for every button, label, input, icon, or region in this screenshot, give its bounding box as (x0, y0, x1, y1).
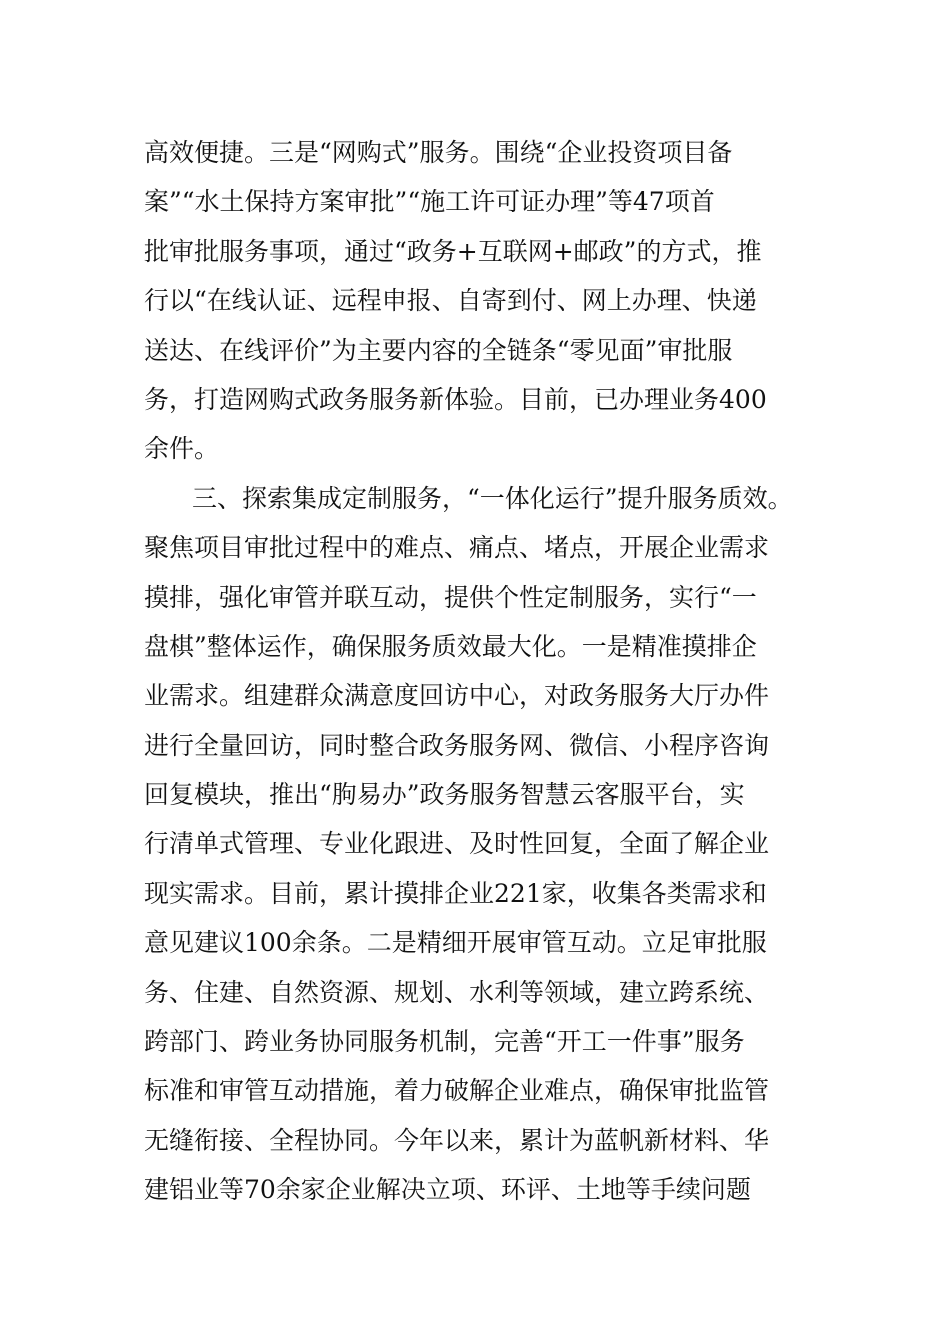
text-line: 摸排，强化审管并联互动，提供个性定制服务，实行“一 (144, 582, 757, 612)
text-line: 标准和审管互动措施，着力破解企业难点，确保审批监管 (144, 1076, 770, 1106)
text-line: 现实需求。目前，累计摸排企业221家，收集各类需求和 (144, 878, 767, 908)
text-line: 意见建议100余条。二是精细开展审管互动。立足审批服 (144, 928, 767, 958)
text-line: 余件。 (144, 434, 220, 464)
text-line: 务、住建、自然资源、规划、水利等领域，建立跨系统、 (144, 977, 770, 1007)
text-line: 业需求。组建群众满意度回访中心，对政务服务大厅办件 (144, 681, 770, 711)
text-line: 跨部门、跨业务协同服务机制，完善“开工一件事”服务 (144, 1027, 745, 1057)
text-line: 进行全量回访，同时整合政务服务网、微信、小程序咨询 (144, 730, 770, 760)
text-line: 建铝业等70余家企业解决立项、环评、土地等手续问题 (144, 1175, 751, 1205)
text-line: 行以“在线认证、远程申报、自寄到付、网上办理、快递 (144, 286, 757, 316)
body-text (144, 128, 824, 1215)
section-heading-line: 三、探索集成定制服务，“一体化运行”提升服务质效。 (192, 483, 793, 513)
text-line: 务，打造网购式政务服务新体验。目前，已办理业务400 (144, 384, 767, 414)
text-line: 盘棋”整体运作，确保服务质效最大化。一是精准摸排企 (144, 631, 757, 661)
text-line: 批审批服务事项，通过“政务+互联网+邮政”的方式，推 (144, 236, 762, 266)
text-line: 高效便捷。三是“网购式”服务。围绕“企业投资项目备 (144, 138, 733, 167)
text-line: 案”“水土保持方案审批”“施工许可证办理”等47项首 (144, 187, 715, 217)
text-line: 聚焦项目审批过程中的难点、痛点、堵点，开展企业需求 (144, 533, 770, 563)
text-line: 行清单式管理、专业化跟进、及时性回复，全面了解企业 (144, 829, 770, 859)
text-line: 回复模块，推出“朐易办”政务服务智慧云客服平台，实 (144, 780, 745, 810)
text-line: 送达、在线评价”为主要内容的全链条“零见面”审批服 (144, 335, 733, 365)
text-line: 无缝衔接、全程协同。今年以来，累计为蓝帆新材料、华 (144, 1125, 770, 1155)
